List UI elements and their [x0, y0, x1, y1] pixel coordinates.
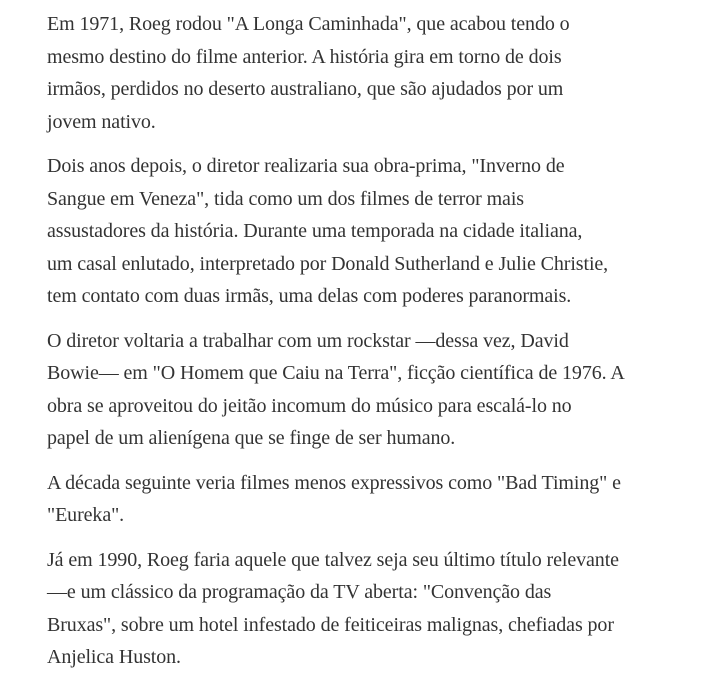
paragraph — [47, 544, 687, 674]
paragraph — [47, 150, 687, 313]
text-line: irmãos, perdidos no deserto australiano, que são ajudados por um — [47, 78, 564, 100]
text-line: O diretor voltaria a trabalhar com um rockstar —dessa vez, David — [47, 329, 569, 352]
text-line: papel de um alienígena que se finge de ser humano. — [47, 427, 456, 449]
text-line: Anjelica Huston. — [47, 646, 181, 668]
text-line: assustadores da história. Durante uma temporada na cidade italiana, — [47, 220, 583, 242]
text-line: tem contato com duas irmãs, uma delas com poderes paranormais. — [47, 285, 572, 307]
paragraph — [47, 467, 687, 532]
text-line: Em 1971, Roeg rodou "A Longa Caminhada", que acabou tendo o — [47, 13, 570, 35]
text-line: Sangue em Veneza", tida como um dos filmes de terror mais — [47, 187, 524, 210]
text-line: um casal enlutado, interpretado por Donald Sutherland e Julie Christie, — [47, 252, 609, 275]
text-line: "Eureka". — [47, 504, 125, 526]
text-line: A década seguinte veria filmes menos expressivos como "Bad Timing" e — [47, 471, 621, 494]
text-line: jovem nativo. — [47, 110, 156, 133]
text-line: obra se aproveitou do jeitão incomum do músico para escalá-lo no — [47, 394, 572, 417]
text-line: Bowie— em "O Homem que Caiu na Terra", ficção científica de 1976. A — [47, 362, 625, 384]
paragraph — [47, 325, 687, 455]
text-line: Bruxas", sobre um hotel infestado de feiticeiras malignas, chefiadas por — [47, 613, 614, 636]
text-line: —e um clássico da programação da TV aberta: "Convenção das — [47, 581, 552, 603]
text-line: Dois anos depois, o diretor realizaria sua obra-prima, "Inverno de — [47, 155, 565, 177]
paragraph — [47, 8, 687, 138]
text-line: mesmo destino do filme anterior. A história gira em torno de dois — [47, 45, 562, 68]
text-line: Já em 1990, Roeg faria aquele que talvez seja seu último título relevante — [47, 548, 619, 571]
